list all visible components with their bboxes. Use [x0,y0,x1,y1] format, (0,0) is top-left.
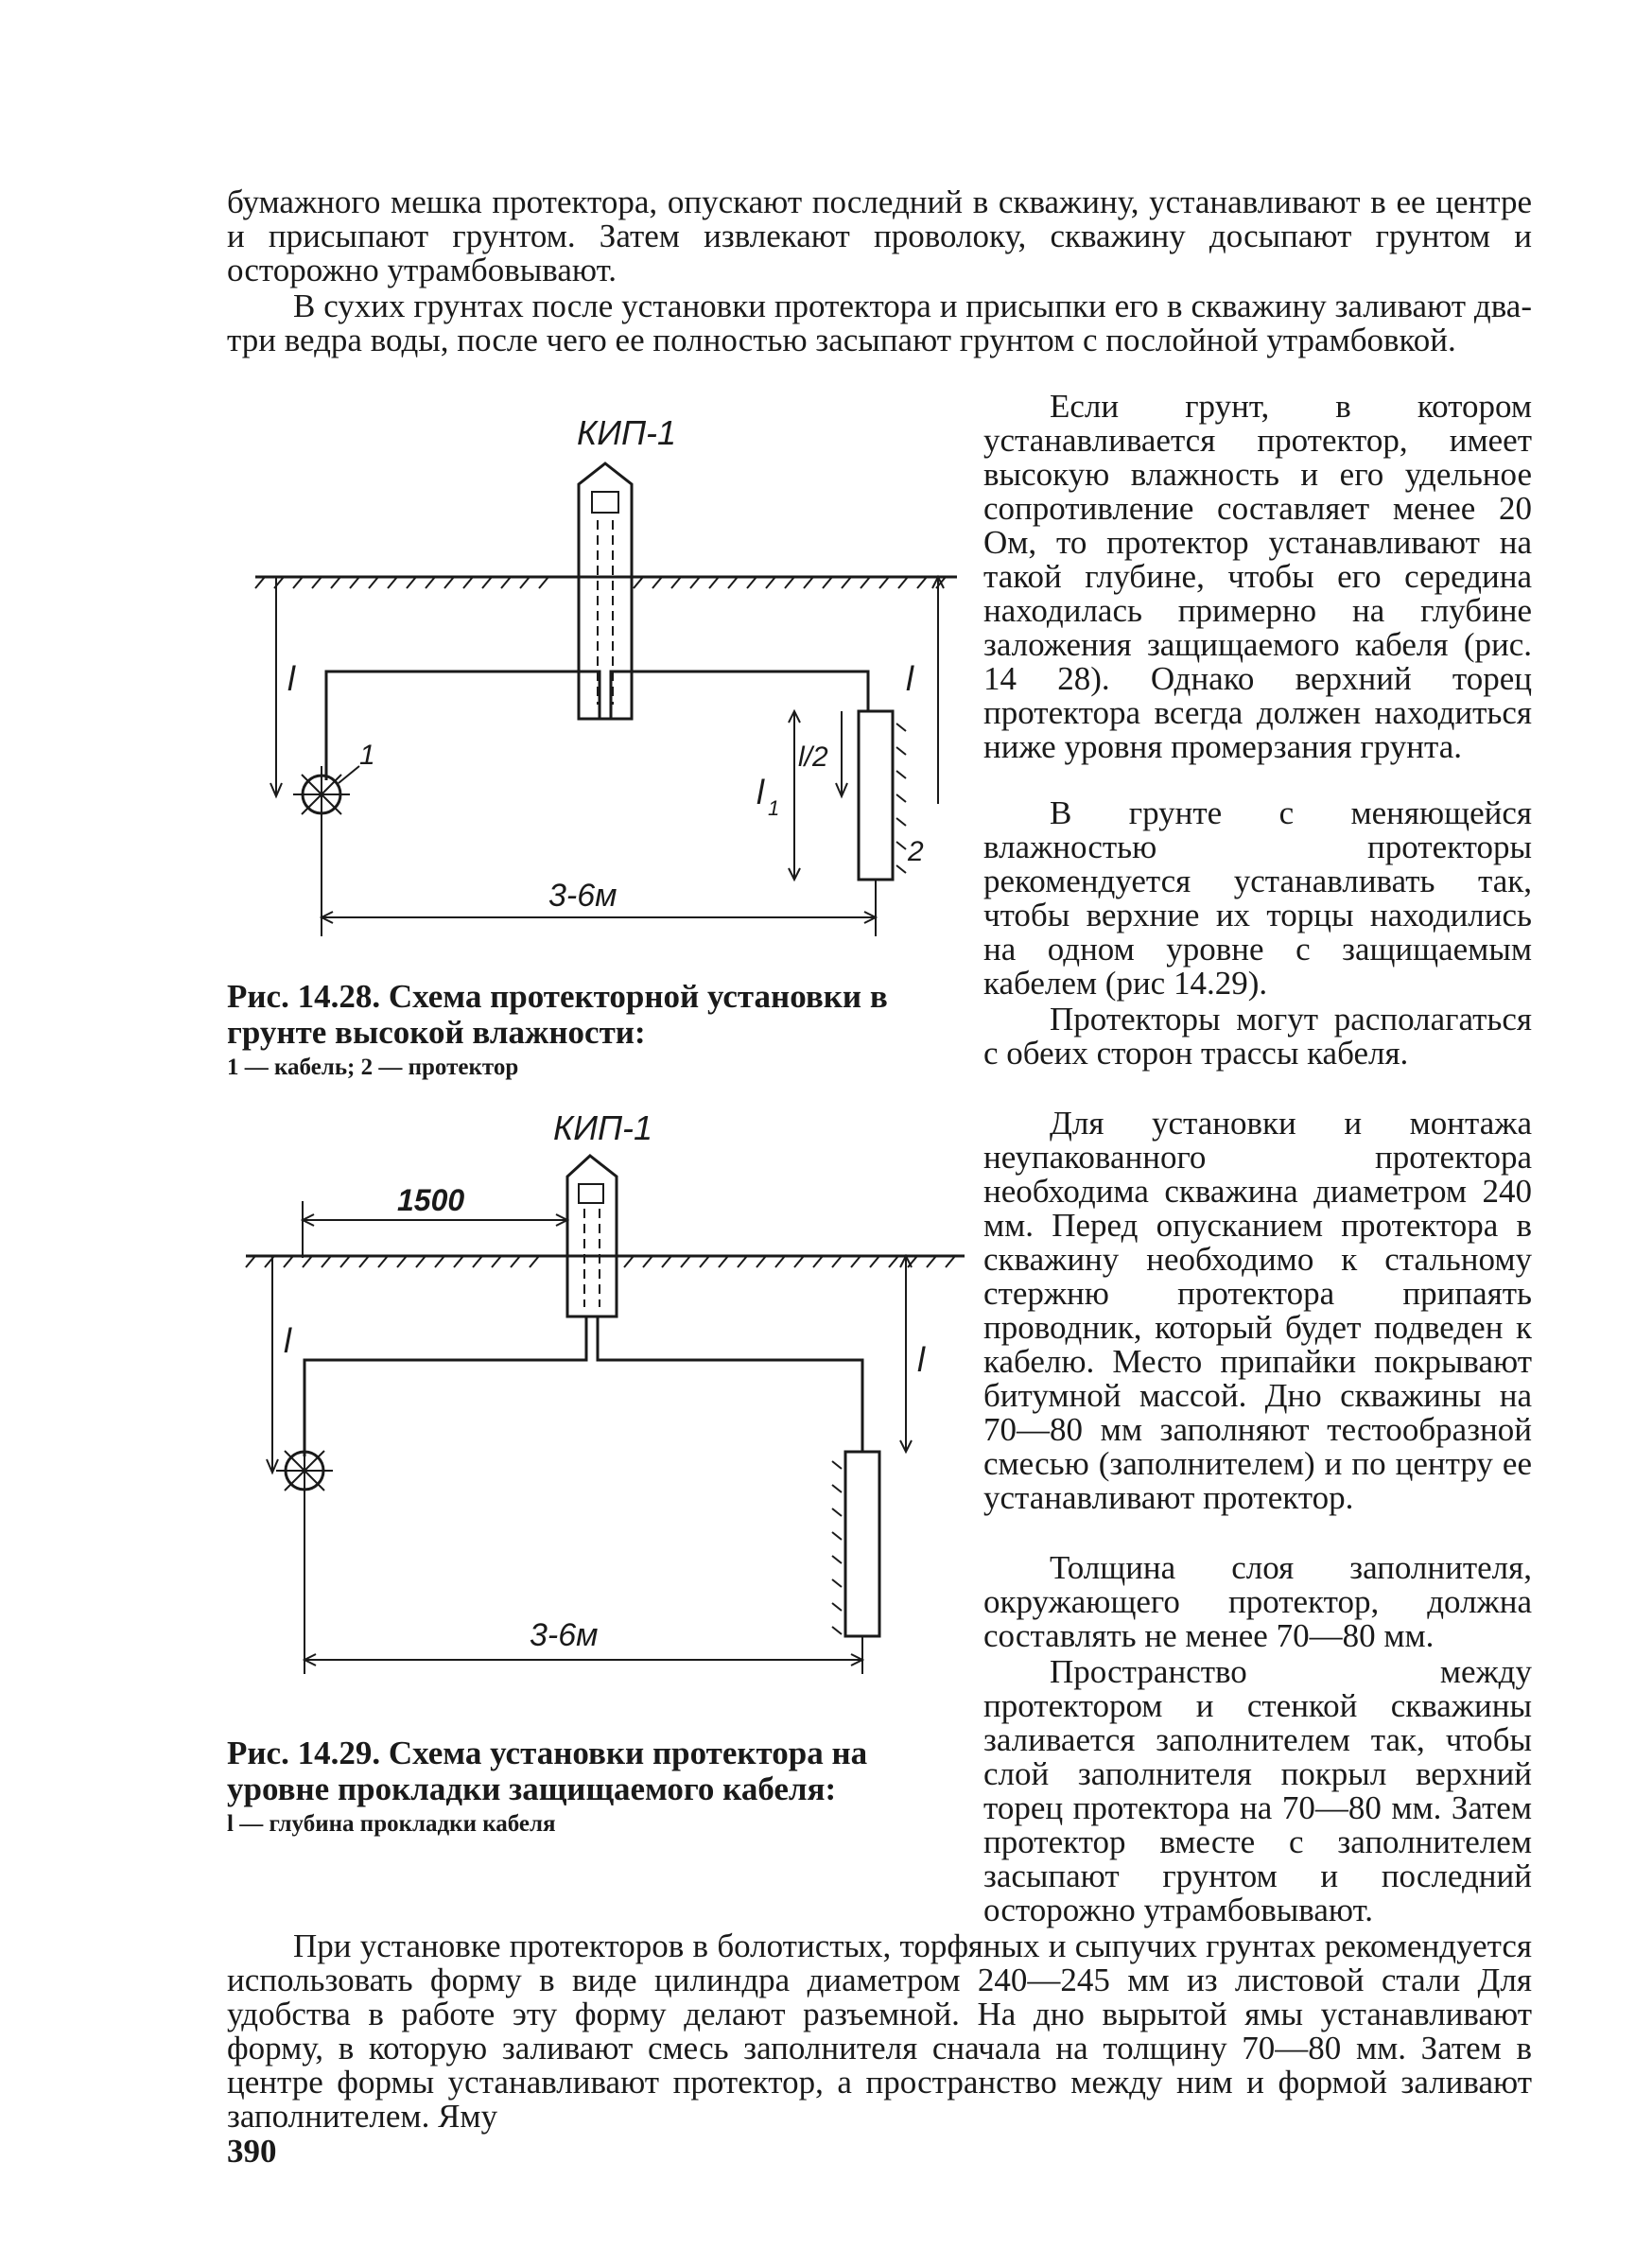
station-label: КИП-1 [577,413,677,452]
length-label: l [756,773,764,811]
callout-protector: 2 [908,836,924,867]
depth-right-label: l [906,659,913,698]
callout-cable: 1 [359,740,375,771]
station-post-icon [579,463,632,719]
distance-label: 3-6м [548,878,617,914]
page-number: 390 [227,2133,277,2170]
paragraph-layer-thickness: Толщина слоя заполнителя, окружающего протектор, должна составлять не менее 70—80 мм. [983,1549,1532,1654]
length-sub-label: 1 [768,796,780,820]
half-label: l/2 [798,741,828,773]
figure-14-29 [227,1097,965,1683]
paragraph-continued: бумажного мешка протектора, опускают последний в скважину, устанавливают в ее центре и присыпают грунтом. Затем извлекают проволоку, скважину досыпают грунтом и осторожно утрамбовывают. [227,183,1532,288]
figure-1-legend: 1 — кабель; 2 — протектор [227,1055,519,1080]
paragraph-both-sides: Протекторы могут располагаться с обеих сторон трассы кабеля. [983,1001,1532,1072]
figure-14-28 [227,407,965,955]
depth-left-label: l [287,659,295,698]
depth-left-label: l [284,1321,291,1360]
figure-1-caption: Рис. 14.28. Схема протекторной установки в грунте высокой влажности: [227,978,888,1051]
distance-label: 3-6м [530,1617,599,1653]
paragraph-dry-soil: В сухих грунтах после установки протектора и присыпки его в скважину заливают два-три ведра воды, после чего ее полностью засыпают грунтом с послойной утрамбовкой. [227,288,1532,358]
figure-2-legend: l — глубина прокладки кабеля [227,1811,556,1837]
paragraph-swampy-soil: При установке протекторов в болотистых, торфяных и сыпучих грунтах рекомендуется использовать форму в виде цилиндра диаметром 240—245 мм из листовой стали Для удобства в работе эту форму делают разъемной. На дно вырытой ямы устанавливают форму, в которую заливают смесь заполнителя сначала на толщину 70—80 мм. Затем в центре формы устанавливают протектор, а пространство между ним и формой заливают заполнителем. Яму [227,1927,1532,2135]
paragraph-variable-humidity: В грунте с меняющейся влажностью протекторы рекомендуется устанавливать так, чтобы верхние их торцы находились на одном уровне с защищаемым кабелем (рис 14.29). [983,794,1532,1002]
protector-rect [859,711,893,880]
paragraph-unpacked: Для установки и монтажа неупакованного протектора необходима скважина диаметром 240 мм. Перед опусканием протектора в скважину необходимо к стальному стержню протектора припаять проводник, который будет подведен к кабелю. Место припайки покрывают битумной массой. Дно скважины на 70—80 мм заполняют тестообразной смесью (заполнителем) и по центру ее устанавливают протектор. [983,1105,1532,1516]
depth-right-label: l [917,1340,925,1379]
protector-rect [845,1452,879,1636]
ground-hatching [255,577,946,588]
station-post-icon [567,1156,617,1317]
wire [304,1317,862,1456]
paragraph-space-fill: Пространство между протектором и стенкой скважины заливается заполнителем так, чтобы слой заполнителя покрыл верхний торец протектора на 70—80 мм. Затем протектор вместе с заполнителем засыпают грунтом и последний осторожно утрамбовывают. [983,1653,1532,1928]
paragraph-high-humidity: Если грунт, в котором устанавливается протектор, имеет высокую влажность и его удельное сопротивление составляет менее 20 Ом, то протектор устанавливают на такой глубине, чтобы его середина находилась примерно на глубине заложения защищаемого кабеля (рис. 14 28). Однако верхний торец протектора всегда должен находиться ниже уровня промерзания грунта. [983,388,1532,765]
offset-label: 1500 [397,1183,465,1217]
figure-2-caption: Рис. 14.29. Схема установки протектора на уровне прокладки защищаемого кабеля: [227,1735,868,1807]
station-label: КИП-1 [553,1108,653,1147]
